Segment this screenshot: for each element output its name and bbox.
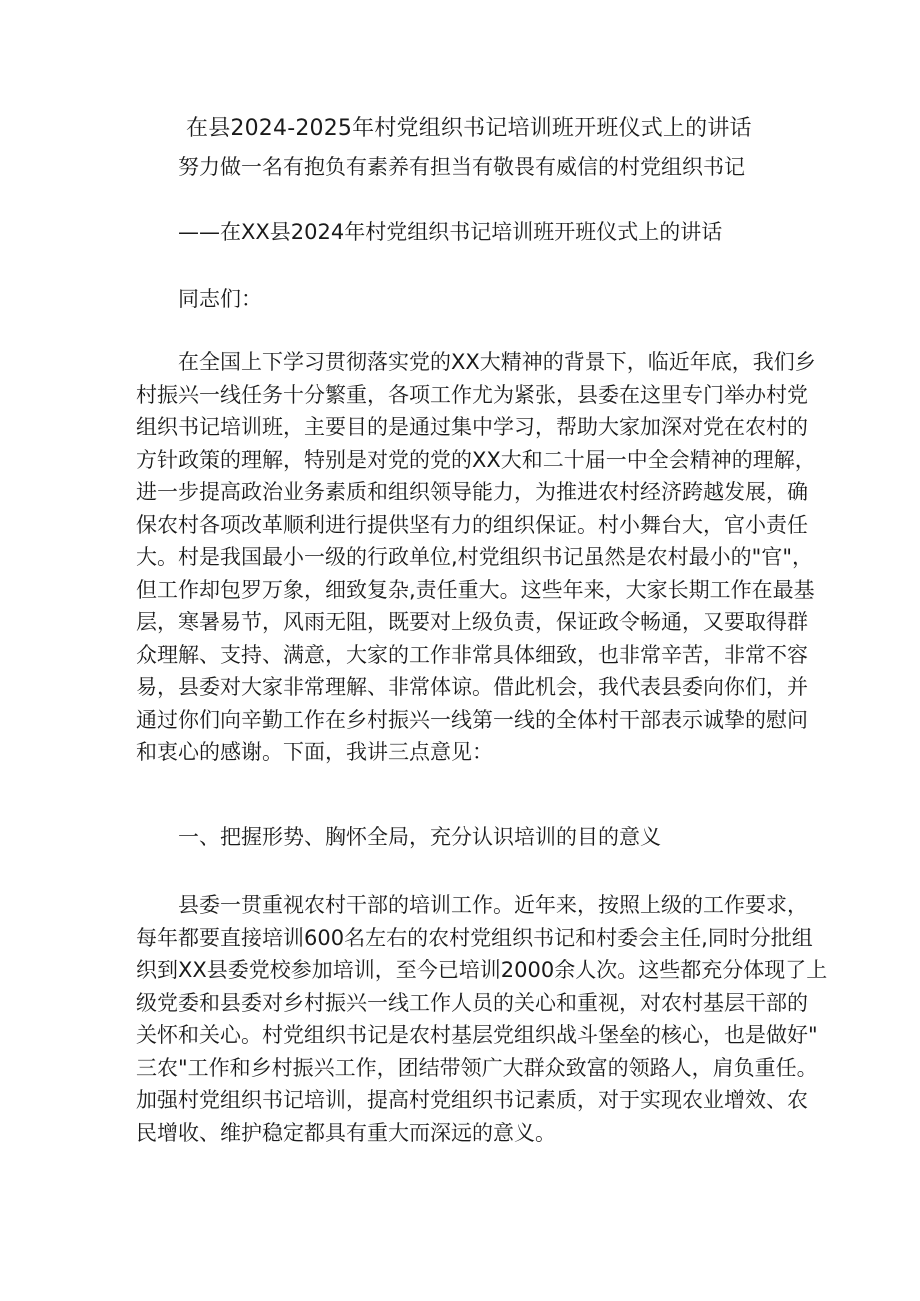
document-title: 在县2024-2025年村党组织书记培训班开班仪式上的讲话	[186, 116, 752, 141]
paragraph-line: 级党委和县委对乡村振兴一线工作人员的关心和重视，对农村基层干部的	[136, 990, 808, 1015]
salutation: 同志们：	[178, 287, 262, 311]
paragraph-line: 层，寒暑易节，风雨无阻，既要对上级负责，保证政令畅通，又要取得群	[136, 610, 808, 634]
document-subtitle: 努力做一名有抱负有素养有担当有敬畏有威信的村党组织书记	[178, 155, 745, 179]
paragraph-line: 进一步提高政治业务素质和组织领导能力，为推进农村经济跨越发展，确	[136, 480, 808, 504]
paragraph-line: 保农村各项改革顺利进行提供坚有力的组织保证。村小舞台大，官小责任	[136, 512, 808, 537]
paragraph-line: 大。村是我国最小一级的行政单位,村党组织书记虽然是农村最小的"官"，	[136, 545, 813, 569]
speech-occasion-line: ——在XX县2024年村党组织书记培训班开班仪式上的讲话	[178, 220, 723, 244]
paragraph-line: 通过你们向辛勤工作在乡村振兴一线第一线的全体村干部表示诚挚的慰问	[136, 707, 808, 732]
section-heading-1: 一、把握形势、胸怀全局，充分认识培训的目的意义	[178, 825, 661, 849]
paragraph-line: 组织书记培训班，主要目的是通过集中学习，帮助大家加深对党在农村的	[136, 415, 808, 439]
paragraph-line: 方针政策的理解，特别是对党的党的XX大和二十届一中全会精神的理解，	[136, 447, 816, 472]
paragraph-line: 村振兴一线任务十分繁重，各项工作尤为紧张，县委在这里专门举办村党	[136, 382, 808, 407]
paragraph-line: 县委一贯重视农村干部的培训工作。近年来，按照上级的工作要求，	[178, 893, 808, 917]
paragraph-line: 三农"工作和乡村振兴工作，团结带领广大群众致富的领路人，肩负重任。	[136, 1055, 818, 1080]
paragraph-line: 但工作却包罗万象，细致复杂,责任重大。这些年来，大家长期工作在最基	[136, 577, 815, 602]
paragraph-line: 加强村党组织书记培训，提高村党组织书记素质，对于实现农业增效、农	[136, 1088, 808, 1112]
paragraph-line: 民增收、维护稳定都具有重大而深远的意义。	[136, 1120, 556, 1145]
paragraph-line: 易，县委对大家非常理解、非常体谅。借此机会，我代表县委向你们，并	[136, 675, 808, 699]
body-paragraph-1	[136, 346, 816, 769]
paragraph-line: 众理解、支持、满意，大家的工作非常具体细致，也非常辛苦，非常不容	[136, 642, 808, 667]
paragraph-line: 每年都要直接培训600名左右的农村党组织书记和村委会主任,同时分批组	[136, 925, 813, 950]
paragraph-line: 在全国上下学习贯彻落实党的XX大精神的背景下，临近年底，我们乡	[178, 350, 816, 374]
body-paragraph-2	[136, 889, 828, 1149]
paragraph-line: 织到XX县委党校参加培训，至今已培训2000余人次。这些都充分体现了上	[136, 958, 828, 982]
paragraph-line: 关怀和关心。村党组织书记是农村基层党组织战斗堡垒的核心，也是做好"	[136, 1023, 818, 1047]
paragraph-line: 和衷心的感谢。下面，我讲三点意见：	[136, 740, 493, 764]
